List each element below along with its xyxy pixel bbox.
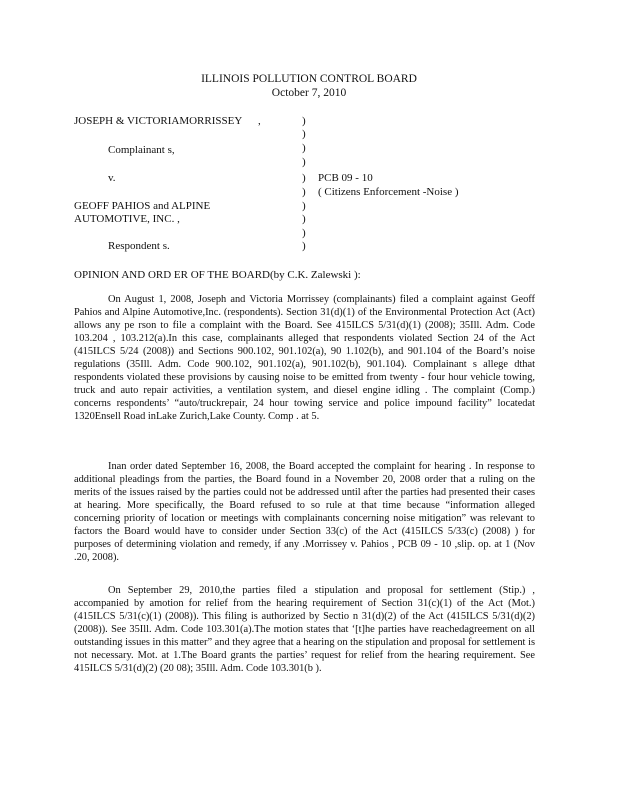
- opinion-date: October 7, 2010: [271, 87, 347, 99]
- caption-paren: ): [302, 115, 306, 127]
- body-paragraph-1: On August 1, 2008, Joseph and Victoria Morrissey (complainants) filed a complaint against Geoff Pahios and Alpine Automotive,Inc. (respondents). Section 31(d)(1) of the Environmental Protection Act (Act) allows any pe rson to file a complaint with the Board. See 415ILCS 5/31(d)(1) (2008); 35Ill. Adm. Code 103.204 , 103.212(a).In this case, complainants alleged that respondents violated Section 24 of the Act (415ILCS 5/24 (2008)) and Sections 900.102, 901.102(a), 90 1.102(b), and 901.104 of the Board’s noise regulations (35Ill. Adm. Code 900.102, 901.102(a), 901.102(b), 901.104). Complainant s allege dthat respondents violated these provisions by causing noise to be emitted from twenty - four hour vehicle towing, truck and auto repair activities, a ventilation system, and diesel engine idling . The complaint (Comp.) concerns respondents’ “auto/truckrepair, 24 hour towing service and police impound facility” locatedat 1320Ensell Road inLake Zurich,Lake County. Comp . at 5.: [74, 294, 535, 423]
- board-title: ILLINOIS POLLUTION CONTROL BOARD: [201, 73, 417, 85]
- caption-paren: ): [302, 240, 306, 252]
- caption-paren: ): [302, 200, 306, 212]
- complainants-names: JOSEPH & VICTORIAMORRISSEY: [74, 115, 243, 127]
- complainants-comma: ,: [258, 115, 261, 127]
- versus-label: v.: [108, 172, 116, 184]
- opinion-heading: OPINION AND ORD ER OF THE BOARD(by C.K. Zalewski ):: [74, 269, 361, 281]
- body-paragraph-2: Inan order dated September 16, 2008, the Board accepted the complaint for hearing . In response to additional pleadings from the parties, the Board found in a November 20, 2008 order that a ruling on the merits of the issues raised by the parties could not be addressed until after the parties had presented their cases at hearing. More specifically, the Board refused to so rule at that time because “information alleged concerning priority of location or meetings with complainants concerning noise mitigation” was relevant to factors the Board would have to consider under Section 33(c) of the Act (415ILCS 5/33(c) (2008) ) for purposes of determining violation and remedy, if any .Morrissey v. Pahios , PCB 09 - 10 ,slip. op. at 1 (Nov .20, 2008).: [74, 461, 535, 564]
- caption-paren: ): [302, 142, 306, 154]
- case-number: PCB 09 - 10: [318, 172, 373, 184]
- respondents-name-line1: GEOFF PAHIOS and ALPINE: [74, 200, 211, 212]
- caption-paren: ): [302, 156, 306, 168]
- respondents-label: Respondent s.: [108, 240, 170, 252]
- case-type: ( Citizens Enforcement -Noise ): [318, 186, 459, 198]
- caption-paren: ): [302, 213, 306, 225]
- caption-paren: ): [302, 128, 306, 140]
- caption-paren: ): [302, 186, 306, 198]
- body-paragraph-3: On September 29, 2010,the parties filed a stipulation and proposal for settlement (Stip.) , accompanied by amotion for relief from the hearing requirement of Section 31(c)(1) of the Act (Mot.) (415ILCS 5/31(c)(1) (2008)). This filing is authorized by Sectio n 31(d)(2) of the Act (415ILCS 5/31(d)(2) (2008)). See 35Ill. Adm. Code 103.301(a).The motion states that ‘[t]he parties have reachedagreement on all outstanding issues in this matter” and they agree that a hearing on the stipulation and proposal for settlement is not necessary. Mot. at 1.The Board grants the parties’ request for relief from the hearing requirement. See 415ILCS 5/31(d)(2) (20 08); 35Ill. Adm. Code 103.301(b ).: [74, 585, 535, 675]
- complainants-label: Complainant s,: [108, 144, 175, 156]
- caption-paren: ): [302, 172, 306, 184]
- caption-paren: ): [302, 227, 306, 239]
- respondents-name-line2: AUTOMOTIVE, INC. ,: [74, 213, 180, 225]
